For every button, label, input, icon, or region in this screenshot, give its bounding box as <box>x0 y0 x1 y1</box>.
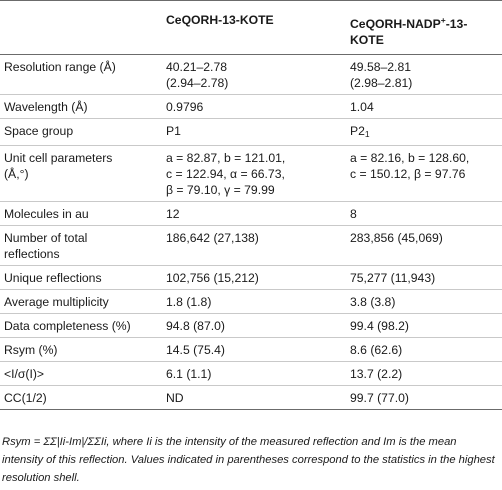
row-value-1: 102,756 (15,212) <box>162 266 346 290</box>
row-value-2: 8 <box>346 202 502 226</box>
row-label: Average multiplicity <box>0 290 162 314</box>
table-header <box>0 1 502 55</box>
row-value-2: 283,856 (45,069) <box>346 226 502 266</box>
row-value-2: 49.58–2.81 (2.98–2.81) <box>346 55 502 95</box>
row-value-2: 99.4 (98.2) <box>346 314 502 338</box>
table-row <box>0 119 502 146</box>
table-row <box>0 314 502 338</box>
row-value-2: 99.7 (77.0) <box>346 386 502 410</box>
row-label: Data completeness (%) <box>0 314 162 338</box>
header-tail-text: -13-KOTE <box>350 17 468 47</box>
row-label: Resolution range (Å) <box>0 55 162 95</box>
row-value-1: 6.1 (1.1) <box>162 362 346 386</box>
row-value-2: 8.6 (62.6) <box>346 338 502 362</box>
row-value-1: 186,642 (27,138) <box>162 226 346 266</box>
row-label: Space group <box>0 119 162 146</box>
row-value-1: P1 <box>162 119 346 146</box>
row-value-2: 13.7 (2.2) <box>346 362 502 386</box>
row-value-2 <box>346 119 502 146</box>
header-cell-ceqorh-nadp-13-kote <box>346 1 502 55</box>
table-row <box>0 55 502 95</box>
row-label: Unique reflections <box>0 266 162 290</box>
row-value-2: 3.8 (3.8) <box>346 290 502 314</box>
row-value-1: 94.8 (87.0) <box>162 314 346 338</box>
table-row <box>0 226 502 266</box>
row-value-1: ND <box>162 386 346 410</box>
row-value-1: 40.21–2.78 (2.94–2.78) <box>162 55 346 95</box>
row-label: Rsym (%) <box>0 338 162 362</box>
row-value-1: 14.5 (75.4) <box>162 338 346 362</box>
row-label: <I/σ(I)> <box>0 362 162 386</box>
row-label: CC(1/2) <box>0 386 162 410</box>
row-value-2: 1.04 <box>346 95 502 119</box>
table-row <box>0 386 502 410</box>
row-label: Number of total reflections <box>0 226 162 266</box>
header-cell-ceqorh-13-kote: CeQORH-13-KOTE <box>166 13 274 27</box>
row-value-1: 0.9796 <box>162 95 346 119</box>
space-group-subscript: 1 <box>364 129 370 139</box>
table-row <box>0 290 502 314</box>
row-label: Unit cell parameters (Å,°) <box>0 146 162 202</box>
row-label: Molecules in au <box>0 202 162 226</box>
table-row <box>0 95 502 119</box>
row-value-1: 12 <box>162 202 346 226</box>
table-footnote: Rsym = ΣΣ|Ii-Im|/ΣΣIi, where Ii is the intensity of the measured reflection and Im is the mean intensity of this reflection. Values indicated in parentheses correspond to the statistics in the highest resolution shell. <box>2 436 495 485</box>
table-row <box>0 266 502 290</box>
row-value-1: 1.8 (1.8) <box>162 290 346 314</box>
row-label: Wavelength (Å) <box>0 95 162 119</box>
row-value-1: a = 82.87, b = 121.01, c = 122.94, α = 66.73, β = 79.10, γ = 79.99 <box>162 146 346 202</box>
table-body <box>0 55 502 410</box>
header-blank <box>0 1 162 55</box>
table-row <box>0 362 502 386</box>
table-row <box>0 146 502 202</box>
space-group-main: P2 <box>350 124 365 138</box>
row-value-2: 75,277 (11,943) <box>346 266 502 290</box>
table-row <box>0 202 502 226</box>
header-superscript: + <box>440 15 446 25</box>
table-row <box>0 338 502 362</box>
row-value-2: a = 82.16, b = 128.60, c = 150.12, β = 97.76 <box>346 146 502 202</box>
header-row <box>0 1 502 55</box>
header-main-text: CeQORH-NADP <box>350 17 441 31</box>
